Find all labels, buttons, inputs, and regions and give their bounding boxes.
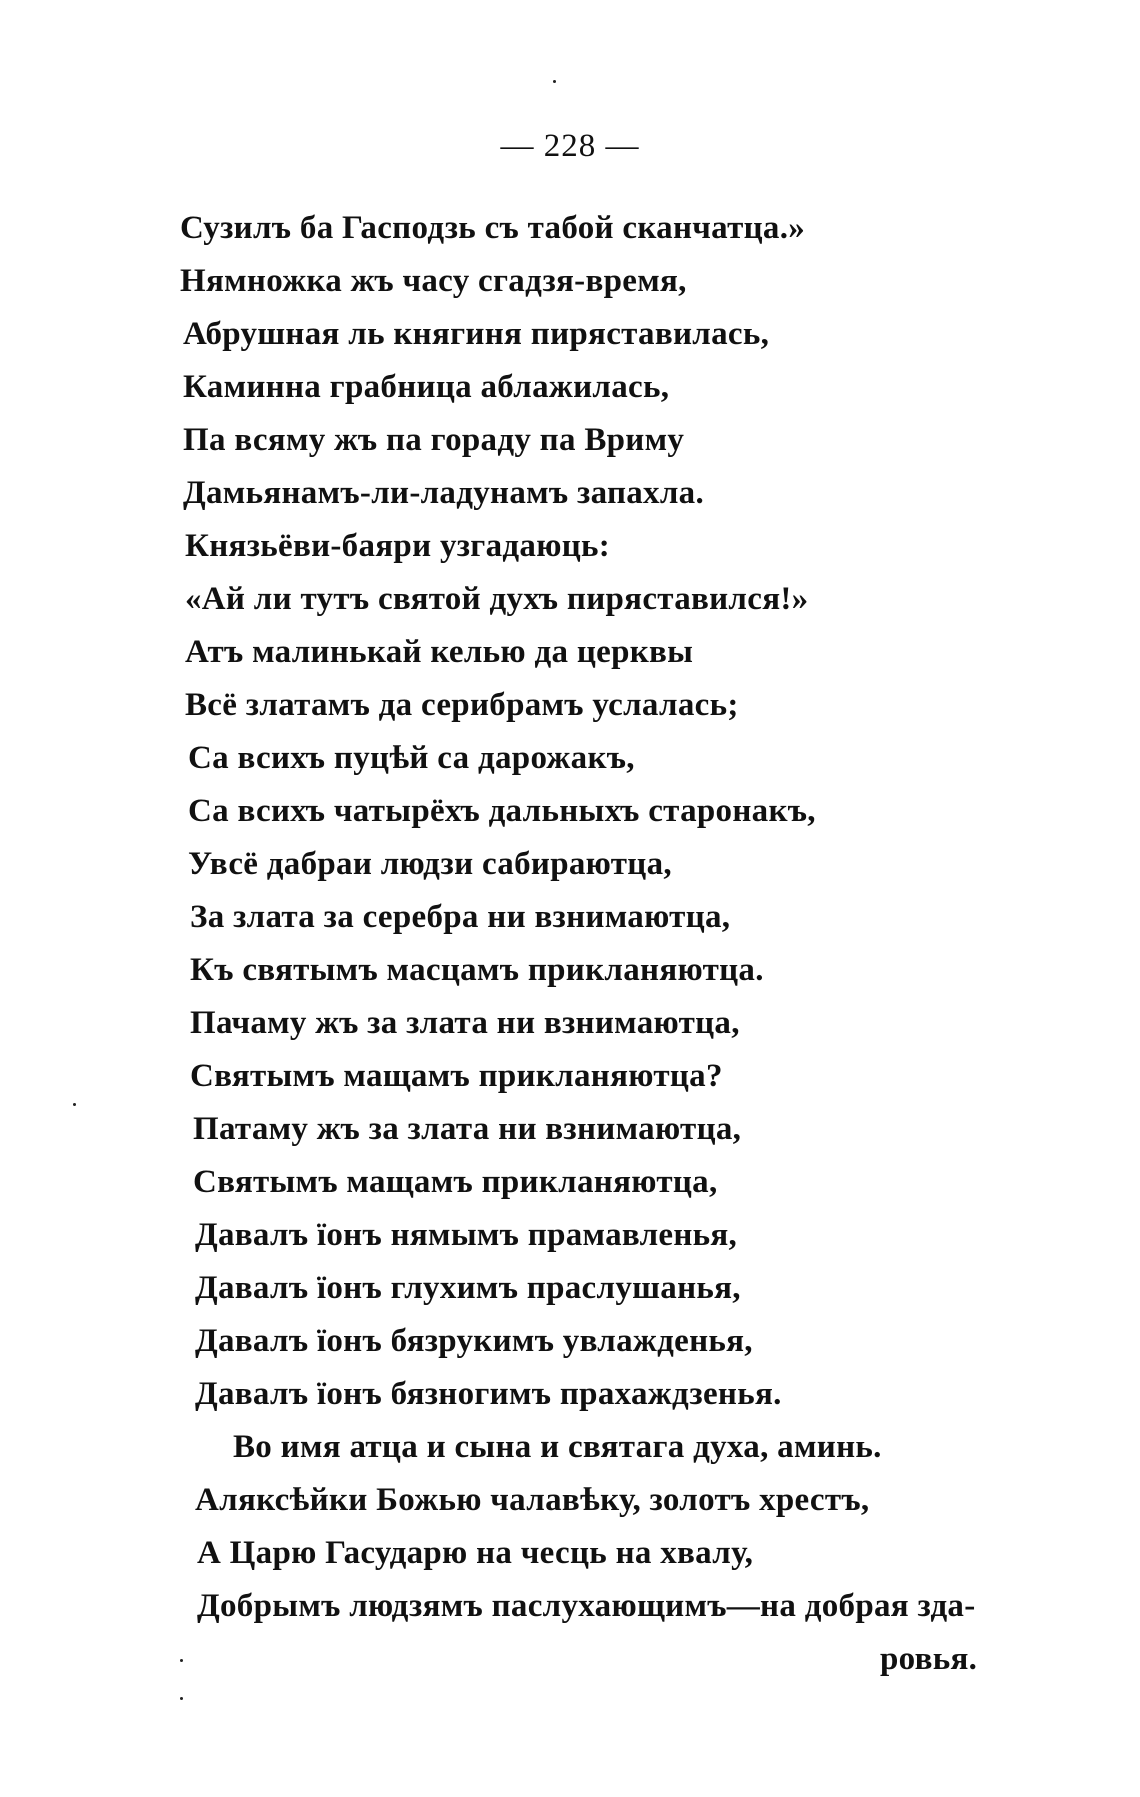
page-number: — 228 — <box>500 128 640 164</box>
poem-line: За злата за серебра ни взнимаютца, <box>190 899 731 935</box>
poem-line: Всё златамъ да серибрамъ услалась; <box>185 687 739 723</box>
poem-line: Къ святымъ масцамъ прикланяютца. <box>190 952 764 988</box>
poem-line: Дамьянамъ-ли-ладунамъ запахла. <box>183 475 705 511</box>
poem-line: Добрымъ людзямъ паслухающимъ—на добрая зда- <box>197 1588 976 1624</box>
poem-line: Святымъ мащамъ прикланяютца, <box>193 1164 718 1200</box>
poem-line: А Царю Гасударю на чесць на хвалу, <box>197 1535 754 1571</box>
poem-line: Аляксѣйки Божью чалавѣку, золотъ хрестъ, <box>195 1482 870 1518</box>
poem-line: Князьёви-баяри узгадаюць: <box>185 528 611 564</box>
scan-speck <box>553 80 556 83</box>
poem-line: Во имя атца и сына и святага духа, аминь. <box>233 1429 882 1465</box>
poem-line: Каминна грабница аблажилась, <box>183 369 670 405</box>
poem-line: Абрушная ль княгиня пиряставилась, <box>183 316 770 352</box>
poem-line: Увсё дабраи людзи сабираютца, <box>188 846 672 882</box>
scan-speck <box>73 1103 76 1106</box>
poem-line: Пачаму жъ за злата ни взнимаютца, <box>190 1005 740 1041</box>
poem-line: «Ай ли тутъ святой духъ пиряставился!» <box>185 581 809 617</box>
poem-line: Давалъ їонъ нямымъ прамавленья, <box>195 1217 738 1253</box>
scan-speck <box>180 1697 183 1700</box>
poem-line: Святымъ мащамъ прикланяютца? <box>190 1058 723 1094</box>
poem-line: Давалъ їонъ бязрукимъ увлажденья, <box>195 1323 753 1359</box>
poem-line: Атъ малинькай келью да церквы <box>185 634 694 670</box>
poem-line: Па всяму жъ па гораду па Вриму <box>183 422 685 458</box>
scan-speck <box>180 1659 183 1662</box>
poem-line: ровья. <box>880 1641 978 1677</box>
poem-line: Давалъ їонъ бязногимъ прахаждзенья. <box>195 1376 782 1412</box>
poem-line: Патаму жъ за злата ни взнимаютца, <box>193 1111 742 1147</box>
poem-line: Са всихъ чатырёхъ дальныхъ старонакъ, <box>188 793 816 829</box>
poem-line: Са всихъ пуцѣй са дарожакъ, <box>188 740 635 776</box>
poem-line: Сузилъ ба Гасподзь съ табой сканчатца.» <box>180 210 806 246</box>
poem-line: Давалъ їонъ глухимъ праслушанья, <box>195 1270 741 1306</box>
poem-line: Нямножка жъ часу сгадзя-время, <box>180 263 687 299</box>
